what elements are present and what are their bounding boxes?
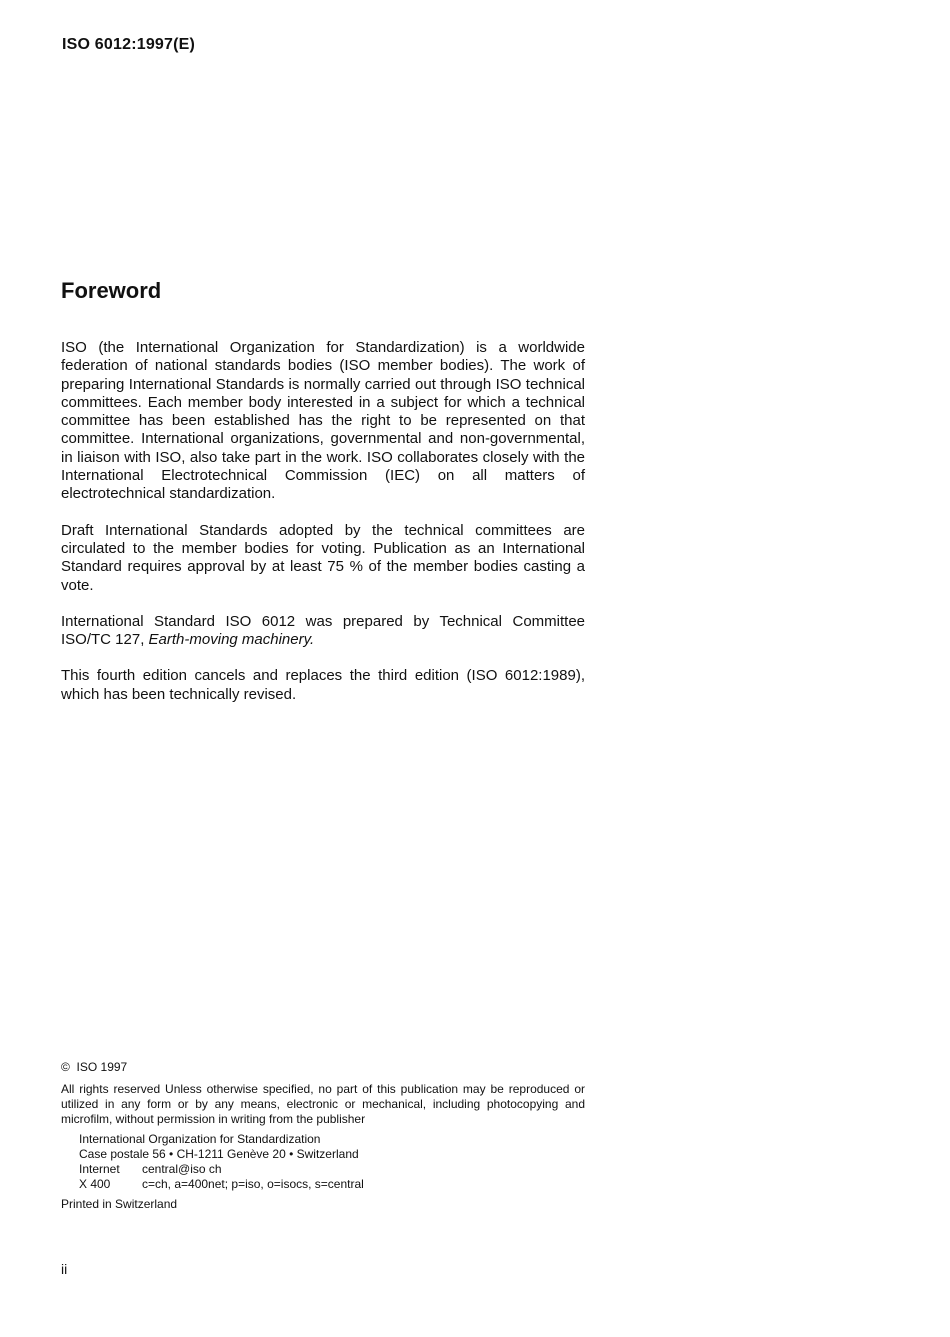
page-number: ii [61, 1261, 68, 1277]
printed-location: Printed in Switzerland [61, 1197, 178, 1211]
foreword-paragraph: ISO (the International Organization for Standardization) is a worldwide federation of national standards bodies (ISO member bodies). The work of preparing International Standards is normally carried out through ISO technical committees. Each member body interested in a subject for which a technical committee has been established has the right to be represented on that committee. International organizations, governmental and non-governmental, in liaison with ISO, also take part in the work. ISO collaborates closely with the International Electrotechnical Commission (IEC) on all matters of electrotechnical standardization. [61, 339, 585, 503]
publisher-address [79, 1132, 585, 1192]
postal-address: Case postale 56 • CH-1211 Genève 20 • Switzerland [79, 1147, 359, 1161]
internet-label: Internet [79, 1162, 120, 1176]
foreword-paragraph: This fourth edition cancels and replaces the third edition (ISO 6012:1989), which has been technically revised. [61, 667, 585, 703]
foreword-paragraph-tc [61, 613, 585, 650]
x400-row [79, 1177, 585, 1192]
tc-name: Earth-moving machinery. [148, 631, 315, 649]
organization-name: International Organization for Standardization [79, 1132, 321, 1146]
foreword-section [61, 277, 585, 722]
copyright-icon: © [61, 1060, 70, 1074]
rights-statement: All rights reserved Unless otherwise specified, no part of this publication may be reproduced or utilized in any form or by any means, electronic or mechanical, including photocopying and microfilm, without permission in writing from the publisher [61, 1082, 585, 1126]
tc-paragraph-text: International Standard ISO 6012 was prepared by Technical Committee ISO/TC 127, [61, 612, 585, 649]
copyright-text: ISO 1997 [76, 1060, 128, 1074]
internet-row [79, 1162, 585, 1177]
x400-label: X 400 [79, 1177, 111, 1191]
copyright-block [61, 1060, 585, 1212]
document-id: ISO 6012:1997(E) [62, 36, 196, 53]
x400-value: c=ch, a=400net; p=iso, o=isocs, s=central [142, 1177, 364, 1191]
internet-value: central@iso ch [142, 1162, 222, 1176]
copyright-notice [61, 1060, 585, 1075]
foreword-title: Foreword [61, 278, 162, 303]
foreword-paragraph: Draft International Standards adopted by the technical committees are circulated to the member bodies for voting. Publication as an International Standard requires approval by at least 75 % of the member bodies casting a vote. [61, 521, 585, 594]
